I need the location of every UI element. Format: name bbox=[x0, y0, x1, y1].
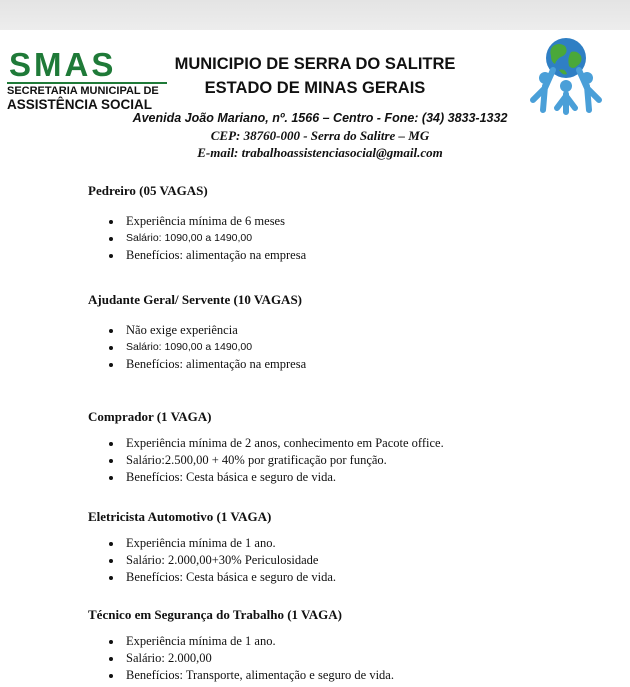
header-title bbox=[165, 52, 465, 100]
job-requirement: Benefícios: Cesta básica e seguro de vida. bbox=[88, 469, 608, 486]
email-line: E-mail: trabalhoassistenciasocial@gmail.com bbox=[197, 145, 443, 160]
address-block bbox=[120, 110, 520, 161]
job-requirement: Salário:2.500,00 + 40% por gratificação por função. bbox=[88, 452, 608, 469]
job-section bbox=[88, 509, 608, 586]
job-requirements bbox=[88, 322, 608, 373]
job-section bbox=[88, 409, 608, 486]
job-title: Eletricista Automotivo (1 VAGA) bbox=[88, 509, 272, 524]
job-title: Ajudante Geral/ Servente (10 VAGAS) bbox=[88, 292, 303, 307]
header-title-line2: ESTADO DE MINAS GERAIS bbox=[204, 79, 426, 97]
job-requirement: Experiência mínima de 6 meses bbox=[88, 213, 608, 230]
job-title: Pedreiro (05 VAGAS) bbox=[88, 183, 208, 198]
job-requirements bbox=[88, 633, 608, 684]
top-bar bbox=[0, 0, 630, 30]
job-section bbox=[88, 183, 608, 264]
logo-line2: ASSISTÊNCIA SOCIAL bbox=[7, 97, 153, 112]
job-requirements bbox=[88, 435, 608, 486]
job-requirement: Benefícios: Cesta básica e seguro de vida. bbox=[88, 569, 608, 586]
job-requirement: Não exige experiência bbox=[88, 322, 608, 339]
cep-line: CEP: 38760-000 - Serra do Salitre – MG bbox=[210, 128, 430, 143]
job-requirement: Experiência mínima de 1 ano. bbox=[88, 535, 608, 552]
globe-people-icon bbox=[523, 36, 609, 116]
job-requirement: Salário: 2.000,00+30% Periculosidade bbox=[88, 552, 608, 569]
address-line: Avenida João Mariano, nº. 1566 – Centro - Fone: (34) 3833-1332 bbox=[132, 111, 508, 125]
logo-line1: SECRETARIA MUNICIPAL DE bbox=[7, 82, 167, 98]
job-requirement: Benefícios: alimentação na empresa bbox=[88, 356, 608, 373]
job-requirement: Experiência mínima de 2 anos, conhecimento em Pacote office. bbox=[88, 435, 608, 452]
job-title: Comprador (1 VAGA) bbox=[88, 409, 212, 424]
header-title-line1: MUNICIPIO DE SERRA DO SALITRE bbox=[174, 55, 456, 73]
job-requirement: Salário: 2.000,00 bbox=[88, 650, 608, 667]
job-requirements bbox=[88, 535, 608, 586]
job-requirement: Salário: 1090,00 a 1490,00 bbox=[88, 230, 608, 247]
job-requirement: Experiência mínima de 1 ano. bbox=[88, 633, 608, 650]
job-requirement: Salário: 1090,00 a 1490,00 bbox=[88, 339, 608, 356]
job-requirement: Benefícios: Transporte, alimentação e seguro de vida. bbox=[88, 667, 608, 684]
logo-main-text: SMAS bbox=[9, 46, 117, 83]
job-requirements bbox=[88, 213, 608, 264]
smas-logo bbox=[5, 46, 167, 112]
job-title: Técnico em Segurança do Trabalho (1 VAGA) bbox=[88, 607, 342, 622]
job-section bbox=[88, 607, 608, 684]
job-requirement: Benefícios: alimentação na empresa bbox=[88, 247, 608, 264]
job-section bbox=[88, 292, 608, 373]
